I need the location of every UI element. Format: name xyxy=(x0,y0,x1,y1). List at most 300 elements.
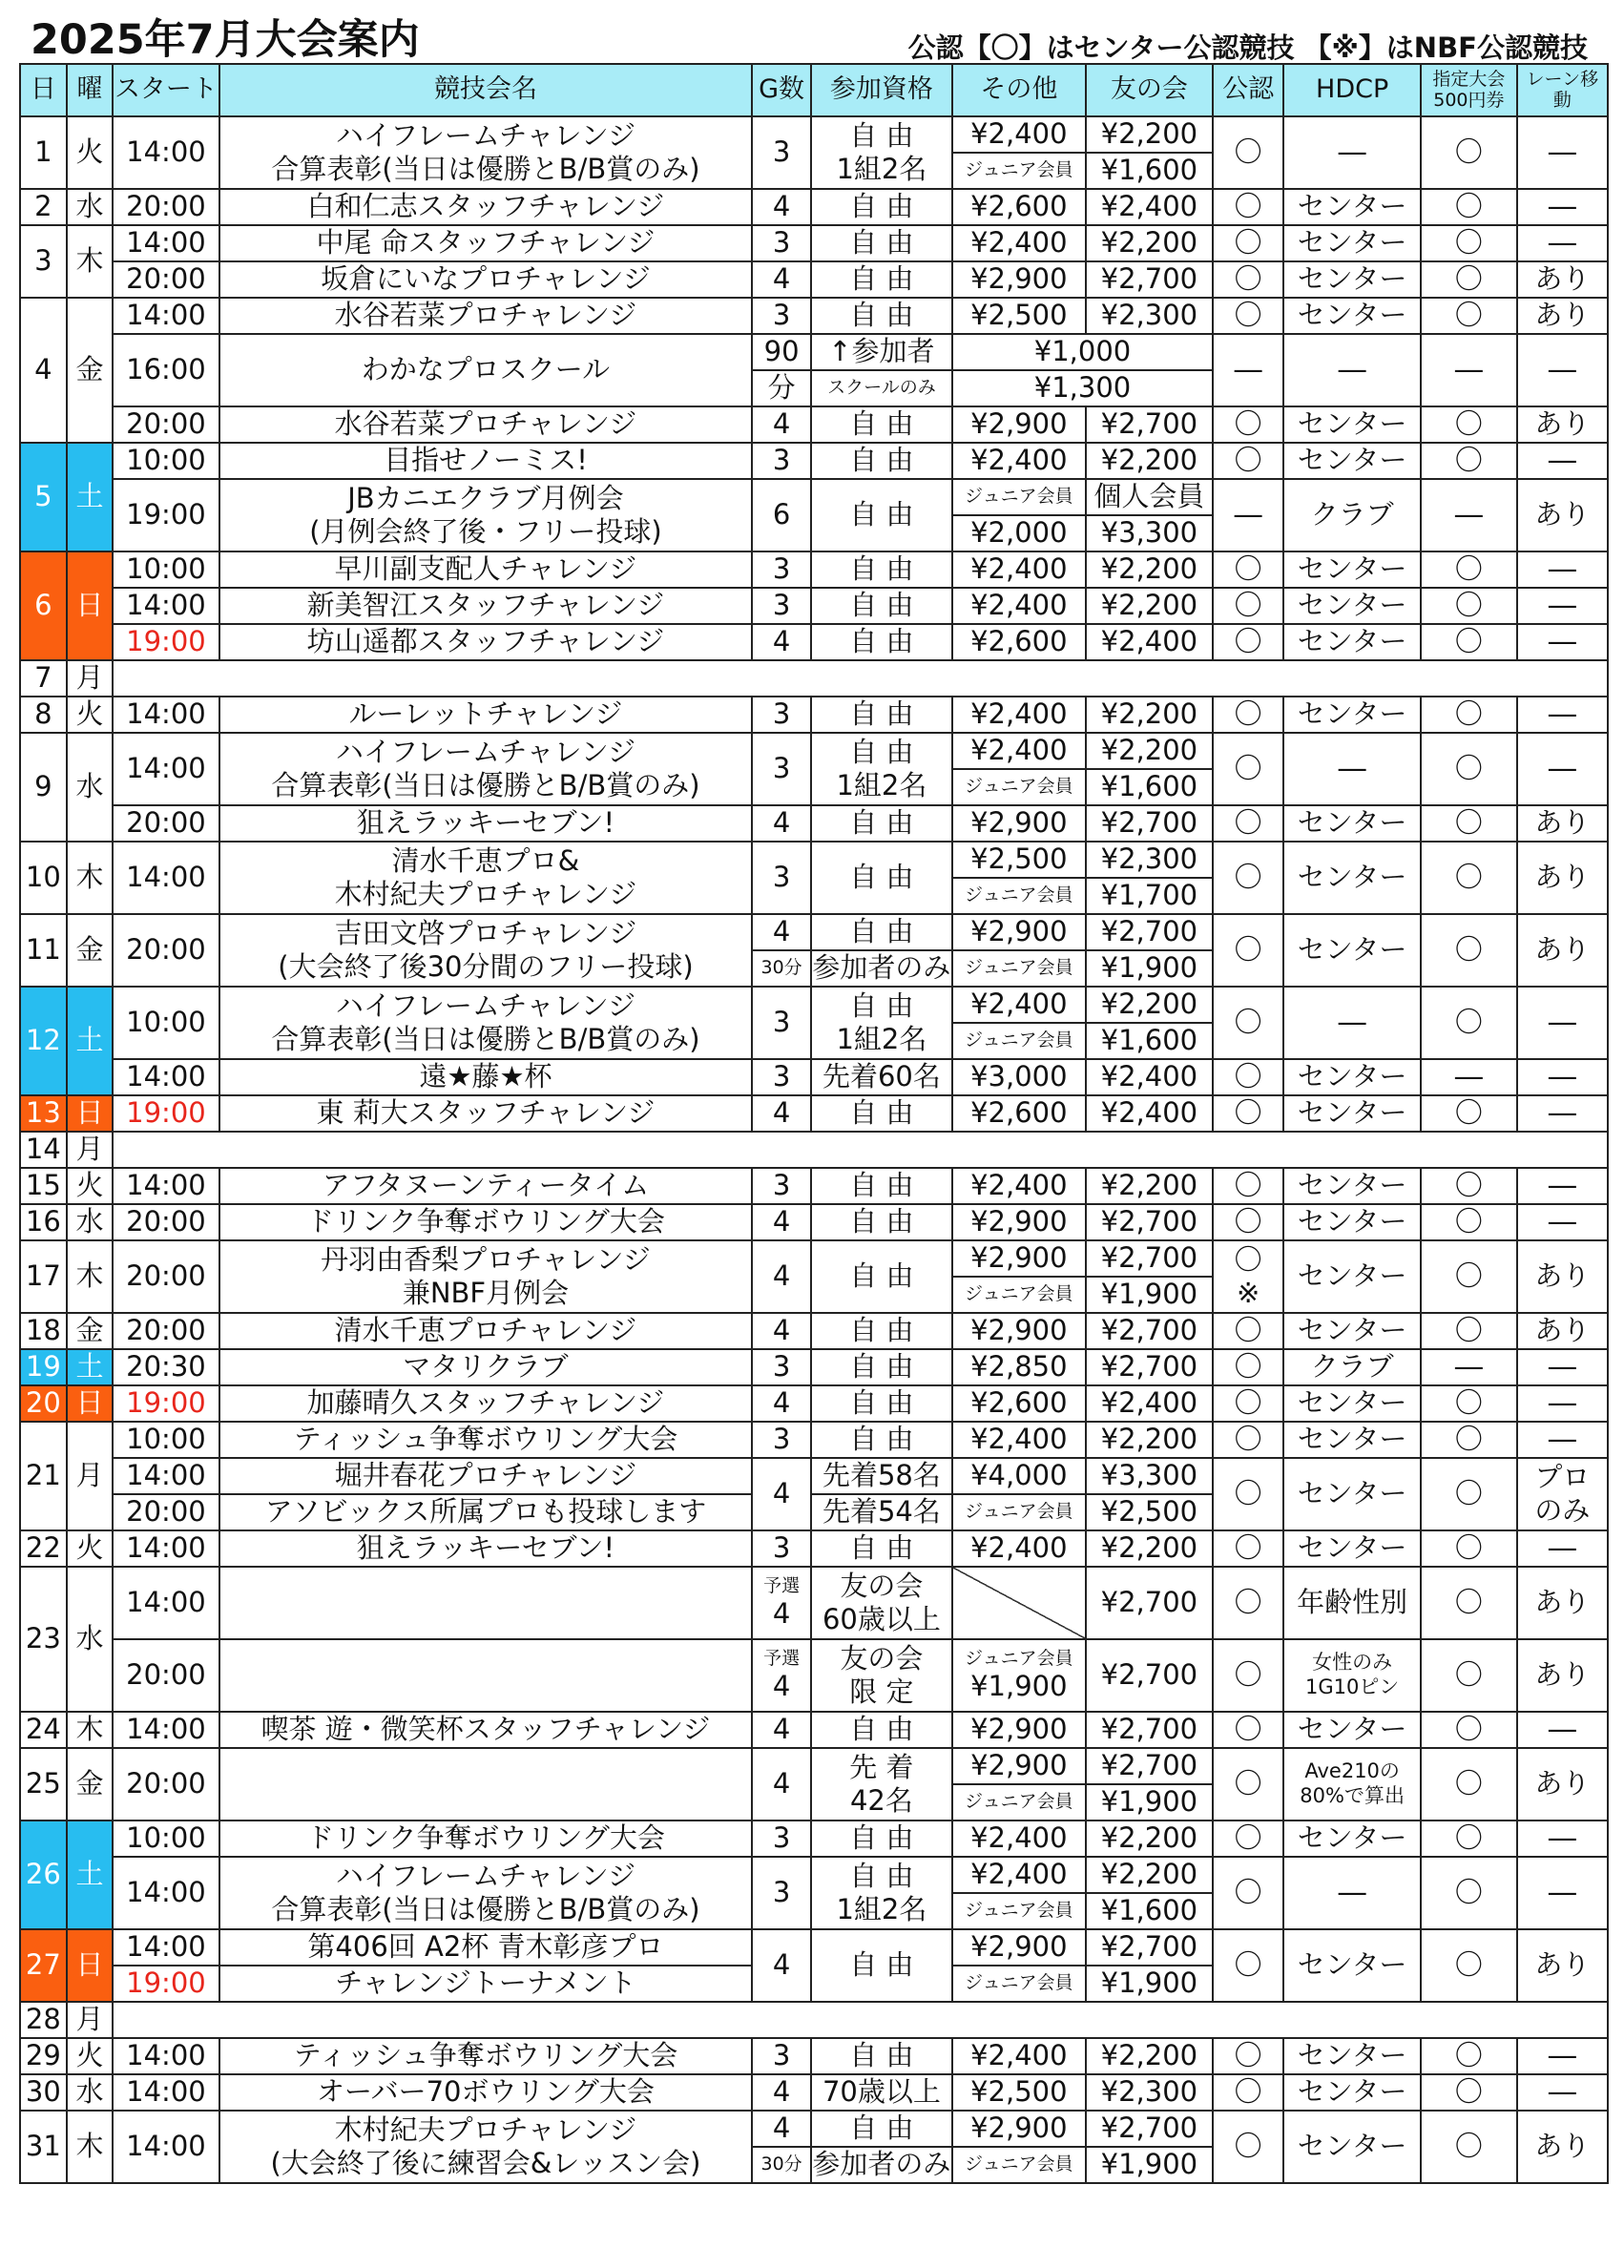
games: 3 xyxy=(752,443,810,479)
lane-move: ― xyxy=(1517,1422,1608,1458)
games: 30分 xyxy=(752,950,810,987)
lane-move: あり xyxy=(1517,805,1608,842)
table-row xyxy=(20,2002,1608,2038)
day-number: 23 xyxy=(20,1567,67,1712)
hdcp: センター xyxy=(1283,588,1421,624)
event-name-line: (月例会終了後・フリー投球) xyxy=(309,515,662,548)
hdcp: センター xyxy=(1283,805,1421,842)
weekday: 火 xyxy=(67,1168,114,1204)
table-row xyxy=(20,733,1608,769)
eligibility: 70歳以上 xyxy=(811,2074,952,2111)
event-name-line: (大会終了後に練習会&レッスン会) xyxy=(270,2147,701,2179)
certified-mark: ― xyxy=(1213,479,1283,551)
fee-other: ¥2,400 xyxy=(952,551,1086,588)
voucher: 〇 xyxy=(1421,189,1517,225)
voucher: 〇 xyxy=(1421,1748,1517,1821)
day-number: 15 xyxy=(20,1168,67,1204)
certified-mark-line: 〇 xyxy=(1234,1242,1262,1276)
eligibility: 自 由 xyxy=(811,914,952,950)
games: 3 xyxy=(752,1530,810,1567)
voucher: 〇 xyxy=(1421,1204,1517,1240)
fee-friends: ¥2,700 xyxy=(1086,1748,1213,1784)
eligibility: 自 由 xyxy=(811,1385,952,1422)
fee-other: ¥2,850 xyxy=(952,1349,1086,1385)
hdcp: センター xyxy=(1283,1059,1421,1095)
fee-friends: ¥2,200 xyxy=(1086,588,1213,624)
hdcp: ― xyxy=(1283,733,1421,805)
voucher: 〇 xyxy=(1421,914,1517,987)
start-time: 14:00 xyxy=(113,1168,219,1204)
fee-other: ジュニア会員 xyxy=(952,1023,1086,1059)
event-name: 喫茶 遊・微笑杯スタッフチャレンジ xyxy=(219,1712,753,1748)
fee-friends: ¥2,200 xyxy=(1086,116,1213,153)
weekday: 金 xyxy=(67,914,114,987)
fee-friends: ¥2,300 xyxy=(1086,298,1213,334)
table-row xyxy=(20,479,1608,515)
games: 90 xyxy=(752,334,810,370)
voucher: 〇 xyxy=(1421,406,1517,443)
day-number: 11 xyxy=(20,914,67,987)
voucher: 〇 xyxy=(1421,1095,1517,1132)
event-name-line: 合算表彰(当日は優勝とB/B賞のみ) xyxy=(271,769,700,801)
start-time: 20:00 xyxy=(113,406,219,443)
fee-friends: ¥2,200 xyxy=(1086,1422,1213,1458)
weekday: 土 xyxy=(67,1349,114,1385)
event-name: アフタヌーンティータイム xyxy=(219,1168,753,1204)
fee-other: ¥2,400 xyxy=(952,2038,1086,2074)
fee-other: ¥2,400 xyxy=(952,588,1086,624)
eligibility-line: 友の会 xyxy=(840,1641,924,1675)
start-time: 14:00 xyxy=(113,1530,219,1567)
voucher: 〇 xyxy=(1421,697,1517,733)
games: 3 xyxy=(752,842,810,914)
lane-move: ― xyxy=(1517,2038,1608,2074)
event-name-line: 木村紀夫プロチャレンジ xyxy=(334,2112,637,2146)
voucher: 〇 xyxy=(1421,116,1517,189)
fee-friends: ¥2,200 xyxy=(1086,443,1213,479)
fee-other: ¥2,600 xyxy=(952,189,1086,225)
games-line: 4 xyxy=(772,1669,791,1702)
voucher: 〇 xyxy=(1421,1422,1517,1458)
hdcp: センター xyxy=(1283,551,1421,588)
games: 4 xyxy=(752,261,810,298)
table-row xyxy=(20,1132,1608,1168)
hdcp: ― xyxy=(1283,1857,1421,1929)
hdcp: センター xyxy=(1283,2074,1421,2111)
fee-other: ¥2,500 xyxy=(952,842,1086,878)
start-time: 20:30 xyxy=(113,1349,219,1385)
table-row xyxy=(20,588,1608,624)
games: 3 xyxy=(752,733,810,805)
table-row xyxy=(20,1168,1608,1204)
fee-friends: ¥1,900 xyxy=(1086,1277,1213,1313)
fee-other: ¥2,600 xyxy=(952,1095,1086,1132)
eligibility: 自 由 xyxy=(811,261,952,298)
header-voucher: 指定大会500円券 xyxy=(1421,64,1517,116)
fee-other: ジュニア会員 xyxy=(952,153,1086,189)
eligibility-line: 60歳以上 xyxy=(822,1603,941,1635)
games xyxy=(752,1639,810,1712)
header-games: G数 xyxy=(752,64,810,116)
start-time: 10:00 xyxy=(113,443,219,479)
fee-other: ¥2,000 xyxy=(952,515,1086,551)
certified-mark: 〇 xyxy=(1213,1530,1283,1567)
day-number: 7 xyxy=(20,660,67,697)
day-number: 16 xyxy=(20,1204,67,1240)
games: 3 xyxy=(752,697,810,733)
eligibility-line: 自 由 xyxy=(849,988,914,1022)
start-time: 16:00 xyxy=(113,334,219,406)
fee-other: ジュニア会員 xyxy=(952,1277,1086,1313)
fee-other: ジュニア会員 xyxy=(952,479,1086,515)
start-time: 14:00 xyxy=(113,1567,219,1639)
table-row xyxy=(20,261,1608,298)
event-name: わかなプロスクール xyxy=(219,334,753,406)
fee-other: ¥2,900 xyxy=(952,1929,1086,1966)
weekday: 土 xyxy=(67,1821,114,1929)
voucher: 〇 xyxy=(1421,1821,1517,1857)
voucher: 〇 xyxy=(1421,1929,1517,2002)
table-row xyxy=(20,1313,1608,1349)
eligibility: 自 由 xyxy=(811,479,952,551)
certified-mark: 〇 xyxy=(1213,2038,1283,2074)
table-row xyxy=(20,2038,1608,2074)
voucher: ― xyxy=(1421,1059,1517,1095)
start-time: 19:00 xyxy=(113,1385,219,1422)
fee-friends: ¥2,200 xyxy=(1086,1857,1213,1893)
day-number: 20 xyxy=(20,1385,67,1422)
header-eligibility: 参加資格 xyxy=(811,64,952,116)
certified-mark: 〇 xyxy=(1213,116,1283,189)
eligibility: 自 由 xyxy=(811,1168,952,1204)
event-name xyxy=(219,479,753,551)
day-number: 13 xyxy=(20,1095,67,1132)
table-row xyxy=(20,1639,1608,1675)
weekday: 月 xyxy=(67,2002,114,2038)
fee-other: ジュニア会員 xyxy=(952,2147,1086,2183)
eligibility: 自 由 xyxy=(811,1929,952,2002)
certified-mark: 〇 xyxy=(1213,697,1283,733)
hdcp: センター xyxy=(1283,1168,1421,1204)
eligibility: 参加者のみ xyxy=(811,2147,952,2183)
certified-mark: ― xyxy=(1213,334,1283,406)
voucher: 〇 xyxy=(1421,2074,1517,2111)
games: 3 xyxy=(752,551,810,588)
games: 4 xyxy=(752,1095,810,1132)
tournament-schedule-table xyxy=(19,63,1609,2184)
event-name: ドリンク争奪ボウリング大会 xyxy=(219,1821,753,1857)
fee-other: ¥2,900 xyxy=(952,261,1086,298)
fee-friends: ¥2,400 xyxy=(1086,189,1213,225)
certified-mark: 〇 xyxy=(1213,987,1283,1059)
certified-mark: 〇 xyxy=(1213,588,1283,624)
fee-friends: ¥2,400 xyxy=(1086,1095,1213,1132)
fee-friends: ¥3,300 xyxy=(1086,1458,1213,1494)
eligibility xyxy=(811,1639,952,1712)
event-name: 堀井春花プロチャレンジ xyxy=(219,1458,753,1494)
games: 3 xyxy=(752,225,810,261)
event-name xyxy=(219,1240,753,1313)
fee-other-empty xyxy=(952,1567,1086,1639)
table-row xyxy=(20,334,1608,370)
table-row xyxy=(20,406,1608,443)
weekday: 土 xyxy=(67,443,114,551)
games: 4 xyxy=(752,914,810,950)
fee-other-line: ジュニア会員 xyxy=(965,1647,1073,1669)
event-name-line: 丹羽由香梨プロチャレンジ xyxy=(321,1242,651,1276)
table-row xyxy=(20,1929,1608,1966)
certified-mark: 〇 xyxy=(1213,1567,1283,1639)
header-day: 日 xyxy=(20,64,67,116)
table-row xyxy=(20,1748,1608,1784)
table-row xyxy=(20,805,1608,842)
event-name-line: ハイフレームチャレンジ xyxy=(335,1859,635,1892)
table-row xyxy=(20,2074,1608,2111)
event-name xyxy=(219,2111,753,2183)
fee-friends: ¥2,700 xyxy=(1086,1204,1213,1240)
table-row xyxy=(20,1349,1608,1385)
voucher: 〇 xyxy=(1421,2111,1517,2183)
start-time: 14:00 xyxy=(113,1857,219,1929)
day-number: 18 xyxy=(20,1313,67,1349)
event-name-line: 合算表彰(当日は優勝とB/B賞のみ) xyxy=(271,1893,700,1925)
fee-friends: ¥2,300 xyxy=(1086,842,1213,878)
certified-mark: 〇 xyxy=(1213,406,1283,443)
start-time: 20:00 xyxy=(113,805,219,842)
eligibility: スクールのみ xyxy=(811,370,952,406)
fee-friends: ¥2,200 xyxy=(1086,225,1213,261)
start-time: 14:00 xyxy=(113,733,219,805)
table-row xyxy=(20,225,1608,261)
hdcp: ― xyxy=(1283,334,1421,406)
fee-friends: ¥1,600 xyxy=(1086,769,1213,805)
start-time: 14:00 xyxy=(113,1458,219,1494)
start-time: 14:00 xyxy=(113,1712,219,1748)
games: 6 xyxy=(752,479,810,551)
fee-other xyxy=(952,1639,1086,1712)
eligibility: 自 由 xyxy=(811,624,952,660)
table-row xyxy=(20,443,1608,479)
hdcp xyxy=(1283,1639,1421,1712)
certified-mark: 〇 xyxy=(1213,551,1283,588)
fee-friends: ¥2,700 xyxy=(1086,1639,1213,1712)
header-weekday: 曜 xyxy=(67,64,114,116)
day-number: 4 xyxy=(20,298,67,443)
day-number: 31 xyxy=(20,2111,67,2183)
eligibility: 自 由 xyxy=(811,1712,952,1748)
weekday: 水 xyxy=(67,1567,114,1712)
day-number: 3 xyxy=(20,225,67,298)
hdcp: クラブ xyxy=(1283,479,1421,551)
fee-other: ¥2,900 xyxy=(952,1313,1086,1349)
event-name: 白和仁志スタッフチャレンジ xyxy=(219,189,753,225)
table-row xyxy=(20,1422,1608,1458)
certified-mark: 〇 xyxy=(1213,914,1283,987)
voucher: 〇 xyxy=(1421,1530,1517,1567)
fee-other: ¥2,400 xyxy=(952,1530,1086,1567)
voucher: 〇 xyxy=(1421,805,1517,842)
fee-other: ¥2,500 xyxy=(952,2074,1086,2111)
games: 3 xyxy=(752,2038,810,2074)
fee-friends: ¥2,200 xyxy=(1086,733,1213,769)
lane-move: ― xyxy=(1517,189,1608,225)
day-number: 29 xyxy=(20,2038,67,2074)
hdcp: センター xyxy=(1283,1712,1421,1748)
no-event xyxy=(113,1132,1608,1168)
voucher: 〇 xyxy=(1421,987,1517,1059)
hdcp-line: Ave210の xyxy=(1304,1759,1400,1783)
eligibility: 自 由 xyxy=(811,298,952,334)
fee-friends: ¥2,700 xyxy=(1086,1712,1213,1748)
start-time: 19:00 xyxy=(113,1095,219,1132)
event-name xyxy=(219,733,753,805)
lane-move: あり xyxy=(1517,2111,1608,2183)
start-time: 14:00 xyxy=(113,298,219,334)
table-row xyxy=(20,1095,1608,1132)
fee-other: ¥2,400 xyxy=(952,1821,1086,1857)
weekday: 木 xyxy=(67,1712,114,1748)
weekday: 月 xyxy=(67,1132,114,1168)
games: 4 xyxy=(752,1748,810,1821)
event-name-line: (大会終了後30分間のフリー投球) xyxy=(278,950,694,983)
games: 3 xyxy=(752,1857,810,1929)
eligibility xyxy=(811,116,952,189)
table-row xyxy=(20,1821,1608,1857)
day-number: 8 xyxy=(20,697,67,733)
games-line: 予選 xyxy=(763,1574,801,1596)
table-row xyxy=(20,1458,1608,1494)
fee-friends: ¥2,400 xyxy=(1086,1385,1213,1422)
weekday: 金 xyxy=(67,298,114,443)
eligibility: 自 由 xyxy=(811,842,952,914)
games: 3 xyxy=(752,1059,810,1095)
fee-other: ジュニア会員 xyxy=(952,950,1086,987)
event-name-line: ハイフレームチャレンジ xyxy=(335,735,635,768)
event-name xyxy=(219,1639,753,1712)
lane-move xyxy=(1517,1458,1608,1530)
legend-note: 公認【〇】はセンター公認競技 【※】はNBF公認競技 xyxy=(907,31,1588,64)
table-row xyxy=(20,624,1608,660)
hdcp: ― xyxy=(1283,116,1421,189)
event-name-line: JBカニエクラブ月例会 xyxy=(347,481,624,514)
table-row xyxy=(20,116,1608,153)
games: 4 xyxy=(752,624,810,660)
weekday: 土 xyxy=(67,987,114,1095)
fee-other: ¥2,400 xyxy=(952,1422,1086,1458)
fee-other: ¥2,900 xyxy=(952,1712,1086,1748)
eligibility: 自 由 xyxy=(811,225,952,261)
certified-mark: 〇 xyxy=(1213,805,1283,842)
games: 4 xyxy=(752,1458,810,1530)
eligibility: 自 由 xyxy=(811,1240,952,1313)
lane-move: あり xyxy=(1517,1929,1608,2002)
lane-move: ― xyxy=(1517,2074,1608,2111)
event-name-line: 合算表彰(当日は優勝とB/B賞のみ) xyxy=(271,1023,700,1055)
voucher: 〇 xyxy=(1421,551,1517,588)
fee-friends: ¥2,700 xyxy=(1086,1349,1213,1385)
eligibility: 先着58名 xyxy=(811,1458,952,1494)
day-number: 1 xyxy=(20,116,67,189)
page-title: 2025年7月大会案内 xyxy=(31,16,420,64)
hdcp xyxy=(1283,1748,1421,1821)
lane-move-line: のみ xyxy=(1534,1494,1591,1527)
games: 4 xyxy=(752,2074,810,2111)
lane-move: あり xyxy=(1517,298,1608,334)
event-name-line: 清水千恵プロ& xyxy=(391,843,580,877)
certified-mark: 〇 xyxy=(1213,1821,1283,1857)
event-name: マタリクラブ xyxy=(219,1349,753,1385)
event-name xyxy=(219,842,753,914)
voucher: 〇 xyxy=(1421,1639,1517,1712)
event-name: ティッシュ争奪ボウリング大会 xyxy=(219,1422,753,1458)
eligibility-line: 1組2名 xyxy=(836,1023,927,1055)
event-name: オーバー70ボウリング大会 xyxy=(219,2074,753,2111)
certified-mark: 〇 xyxy=(1213,1857,1283,1929)
eligibility-line: 1組2名 xyxy=(836,769,927,801)
eligibility: 自 由 xyxy=(811,1349,952,1385)
games: 3 xyxy=(752,116,810,189)
event-name: 早川副支配人チャレンジ xyxy=(219,551,753,588)
fee-friends: ¥2,700 xyxy=(1086,805,1213,842)
fee-friends: ¥2,700 xyxy=(1086,914,1213,950)
table-row xyxy=(20,1059,1608,1095)
games: 4 xyxy=(752,1929,810,2002)
header-lane: レーン移動 xyxy=(1517,64,1608,116)
eligibility: 自 由 xyxy=(811,1095,952,1132)
games: 4 xyxy=(752,805,810,842)
certified-mark: 〇 xyxy=(1213,261,1283,298)
day-number: 22 xyxy=(20,1530,67,1567)
start-time: 20:00 xyxy=(113,1204,219,1240)
day-number: 9 xyxy=(20,733,67,842)
start-time: 20:00 xyxy=(113,914,219,987)
fee-friends: ¥2,200 xyxy=(1086,987,1213,1023)
lane-move: あり xyxy=(1517,1313,1608,1349)
weekday: 水 xyxy=(67,2074,114,2111)
start-time: 14:00 xyxy=(113,1059,219,1095)
fee-friends: ¥2,700 xyxy=(1086,2111,1213,2147)
hdcp: クラブ xyxy=(1283,1349,1421,1385)
hdcp: 年齢性別 xyxy=(1283,1567,1421,1639)
event-name: 清水千恵プロチャレンジ xyxy=(219,1313,753,1349)
hdcp: センター xyxy=(1283,261,1421,298)
day-number: 5 xyxy=(20,443,67,551)
day-number: 24 xyxy=(20,1712,67,1748)
hdcp-line: 80%で算出 xyxy=(1300,1784,1405,1807)
fee-friends: ¥2,400 xyxy=(1086,624,1213,660)
eligibility-line: 自 由 xyxy=(849,735,914,768)
table-row xyxy=(20,1240,1608,1277)
schedule-body xyxy=(20,116,1608,2183)
table-row xyxy=(20,1204,1608,1240)
certified-mark: 〇 xyxy=(1213,1712,1283,1748)
fee-other: ジュニア会員 xyxy=(952,769,1086,805)
hdcp: ― xyxy=(1283,987,1421,1059)
eligibility: 自 由 xyxy=(811,588,952,624)
lane-move: ― xyxy=(1517,225,1608,261)
lane-move: ― xyxy=(1517,443,1608,479)
certified-mark: 〇 xyxy=(1213,1349,1283,1385)
voucher: 〇 xyxy=(1421,1567,1517,1639)
hdcp: センター xyxy=(1283,1240,1421,1313)
certified-mark: 〇 xyxy=(1213,443,1283,479)
certified-mark: 〇 xyxy=(1213,298,1283,334)
certified-mark: 〇 xyxy=(1213,733,1283,805)
voucher: 〇 xyxy=(1421,261,1517,298)
lane-move: ― xyxy=(1517,1204,1608,1240)
fee-other: ¥3,000 xyxy=(952,1059,1086,1095)
certified-mark: 〇 xyxy=(1213,1095,1283,1132)
